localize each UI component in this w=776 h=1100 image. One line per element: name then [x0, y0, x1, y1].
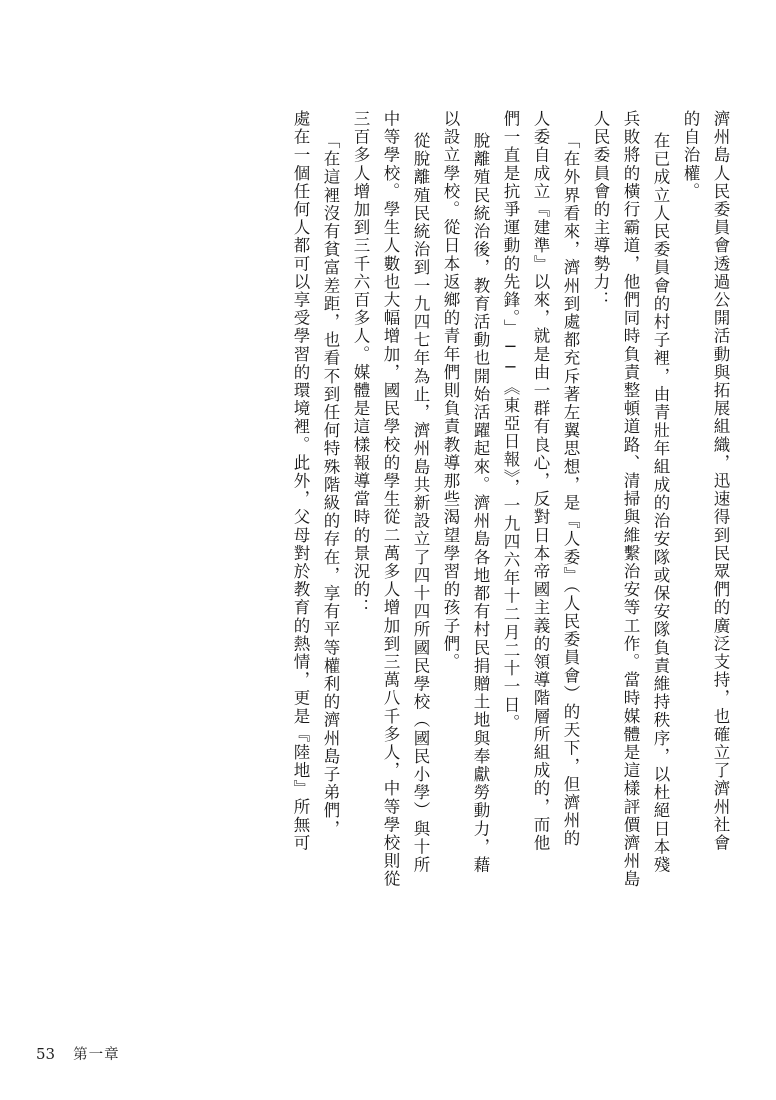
text-column: 中等學校。學生人數也大幅增加，國民學校的學生從二萬多人增加到三萬八千多人，中等學校則從	[381, 110, 400, 889]
page-footer	[36, 1043, 120, 1064]
text-column: 「在這裡沒有貧富差距，也看不到任何特殊階級的存在，享有平等權利的濟州島子弟們，	[321, 132, 340, 838]
text-column: 從脫離殖民統治到一九四七年為止，濟州島共新設立了四十四所國民學校（國民小學）與十所	[411, 132, 430, 875]
text-column: 三百多人增加到三千六百多人。媒體是這樣報導當時的景況的：	[351, 110, 370, 617]
text-column: 「在外界看來，濟州到處都充斥著左翼思想，是『人委』（人民委員會）的天下，但濟州的	[561, 132, 580, 848]
text-column: 濟州島人民委員會透過公開活動與拓展組織，迅速得到民眾們的廣泛支持，也確立了濟州社會	[711, 110, 730, 853]
text-column: 人民委員會的主導勢力：	[591, 110, 610, 310]
chapter-label: 第一章	[73, 1047, 120, 1063]
body-text-columns	[60, 110, 728, 990]
text-column: 在已成立人民委員會的村子裡，由青壯年組成的治安隊或保安隊負責維持秩序，以杜絕日本殘	[651, 132, 670, 875]
text-column: 以設立學校。從日本返鄉的青年們則負責教導那些渴望學習的孩子們。	[441, 110, 460, 672]
text-column: 脫離殖民統治後，教育活動也開始活躍起來。濟州島各地都有村民捐贈土地與奉獻勞動力，藉	[471, 132, 490, 875]
text-column: 兵敗將的橫行霸道，他們同時負責整頓道路、清掃與維繫治安等工作。當時媒體是這樣評價濟州島	[621, 110, 640, 889]
text-column: 處在一個任何人都可以享受學習的環境裡。此外，父母對於教育的熱情，更是『陸地』所無可	[291, 110, 310, 853]
text-column: 們一直是抗爭運動的先鋒。」──《東亞日報》，一九四六年十二月二十一日。	[501, 110, 520, 732]
text-column: 的自治權。	[681, 110, 700, 201]
page-number: 53	[36, 1045, 56, 1063]
text-column: 人委自成立『建準』以來，就是由一群有良心，反對日本帝國主義的領導階層所組成的，而他	[531, 110, 550, 853]
